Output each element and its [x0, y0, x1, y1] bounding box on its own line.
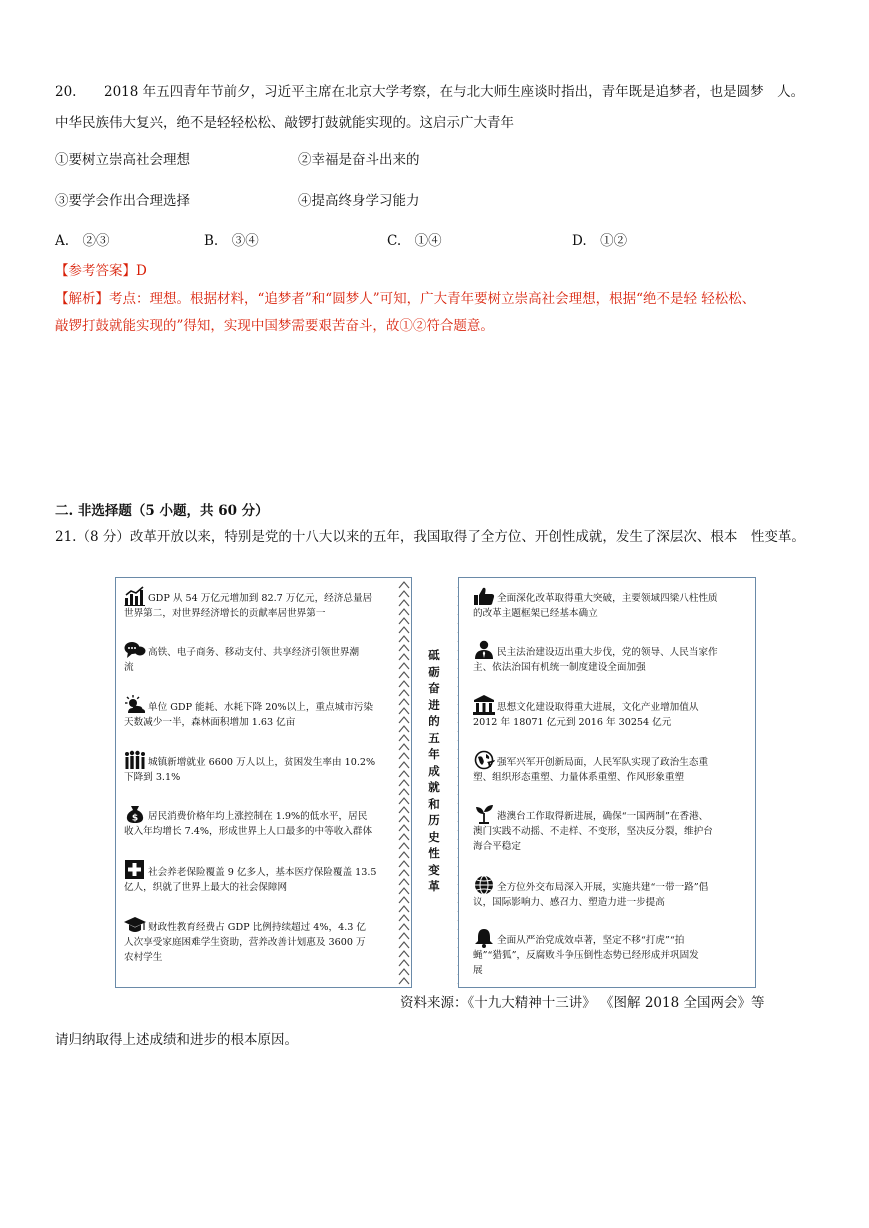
left-item-environment: 单位 GDP 能耗、水耗下降 20%以上，重点城市污染 天数减少一半，森林面积增加 1.63 亿亩: [124, 695, 403, 730]
left-item-employment: 城镇新增就业 6600 万人以上，贫困发生率由 10.2% 下降到 3.1%: [124, 750, 403, 785]
q20-stem-line1: 2018 年五四青年节前夕，习近平主席在北京大学考察，在与北大师生座谈时指出，青年既是追梦者，也是圆梦 人。: [104, 84, 805, 100]
q20-option-4: ④提高终身学习能力: [298, 193, 420, 209]
q20-choice-a: A. ②③: [55, 233, 110, 249]
people-group-icon: [124, 750, 146, 770]
money-bag-icon: [124, 804, 146, 824]
center-title: 砥砺奋进的五年成就和历史性变革: [428, 648, 440, 893]
right-item-diplomacy: 全方位外交布局深入开展，实施共建“一带一路”倡 议，国际影响力、感召力、塑造力进一步提高: [473, 875, 747, 910]
medical-cross-icon: [124, 860, 146, 880]
q21-stem: 21.（8 分）改革开放以来，特别是党的十八大以来的五年，我国取得了全方位、开创性成就，发生了深层次、根本 性变革。: [55, 529, 805, 545]
q20-choice-b: B. ③④: [204, 233, 259, 249]
bell-icon: [473, 928, 495, 948]
person-bust-icon: [473, 640, 495, 660]
right-item-culture: 思想文化建设取得重大进展，文化产业增加值从 2012 年 18071 亿元到 2016 年 30254 亿元: [473, 695, 747, 730]
figure-source: 资料来源：《十九大精神十三讲》 《图解 2018 全国两会》等: [400, 995, 765, 1011]
right-item-democracy: 民主法治建设迈出重大步伐，党的领导、人民当家作 主、依法治国有机统一制度建设全面加强: [473, 640, 747, 675]
right-item-reform: 全面深化改革取得重大突破，主要领域四梁八柱性质 的改革主题框架已经基本确立: [473, 586, 747, 621]
temple-icon: [473, 695, 495, 715]
q20-answer: 【参考答案】D: [55, 263, 147, 279]
chat-bubbles-icon: [124, 640, 146, 660]
sun-cloud-icon: [124, 695, 146, 715]
right-item-hk-macao-taiwan: 港澳台工作取得新进展，确保“一国两制”在香港、 澳门实践不动摇、不走样、不变形，坚决反分裂，维护台 海合平稳定: [473, 804, 747, 854]
q21-question: 请归纳取得上述成绩和进步的根本原因。: [55, 1032, 298, 1048]
svg-text:$: $: [131, 813, 139, 824]
q20-stem-line2: 中华民族伟大复兴，绝不是轻轻松松、敲锣打鼓就能实现的。这启示广大青年: [55, 115, 514, 131]
left-achievements-panel: [115, 577, 412, 988]
graduation-cap-icon: [124, 915, 146, 935]
globe-icon: [473, 875, 495, 895]
left-item-education: 财政性教育经费占 GDP 比例持续超过 4%，4.3 亿 人次享受家庭困难学生资助，营养改善计划惠及 3600 万 农村学生: [124, 915, 403, 965]
thumbs-up-icon: [473, 586, 495, 606]
left-item-income: $ 居民消费价格年均上涨控制在 1.9%的低水平，居民 收入年均增长 7.4%，形成世界上人口最多的中等收入群体: [124, 804, 403, 839]
section-heading: 二. 非选择题（5 小题，共 60 分）: [55, 503, 269, 519]
right-item-party-discipline: 全面从严治党成效卓著，坚定不移“打虎”“拍 蝇”“猎狐”，反腐败斗争压倒性态势已经形成并巩固发 展: [473, 928, 747, 978]
left-item-innovation: 高铁、电子商务、移动支付、共享经济引领世界潮 流: [124, 640, 403, 675]
left-item-gdp: GDP 从 54 万亿元增加到 82.7 万亿元，经济总量居 世界第二，对世界经济增长的贡献率居世界第一: [124, 586, 403, 621]
right-achievements-panel: [458, 577, 756, 988]
q20-choice-c: C. ①④: [387, 233, 442, 249]
q20-option-3: ③要学会作出合理选择: [55, 193, 190, 209]
bar-chart-icon: [124, 586, 146, 606]
q20-choice-d: D. ①②: [572, 233, 628, 249]
q20-number: 20.: [55, 84, 77, 100]
left-chevron-divider: [398, 580, 410, 985]
sprout-icon: [473, 804, 495, 824]
q20-option-2: ②幸福是奋斗出来的: [298, 152, 420, 168]
globe-plane-icon: [473, 750, 495, 770]
left-item-social-security: 社会养老保险覆盖 9 亿多人，基本医疗保险覆盖 13.5 亿人，织就了世界上最大的社会保障网: [124, 860, 403, 895]
q20-option-1: ①要树立崇高社会理想: [55, 152, 190, 168]
q20-analysis-line1: 【解析】考点：理想。根据材料，“追梦者”和“圆梦人”可知，广大青年要树立崇高社会理想，根据“绝不是轻 轻松松、: [55, 291, 756, 307]
right-item-military: 强军兴军开创新局面，人民军队实现了政治生态重 塑、组织形态重塑、力量体系重塑、作风形象重塑: [473, 750, 747, 785]
q20-analysis-line2: 敲锣打鼓就能实现的”得知，实现中国梦需要艰苦奋斗，故①②符合题意。: [55, 318, 494, 334]
